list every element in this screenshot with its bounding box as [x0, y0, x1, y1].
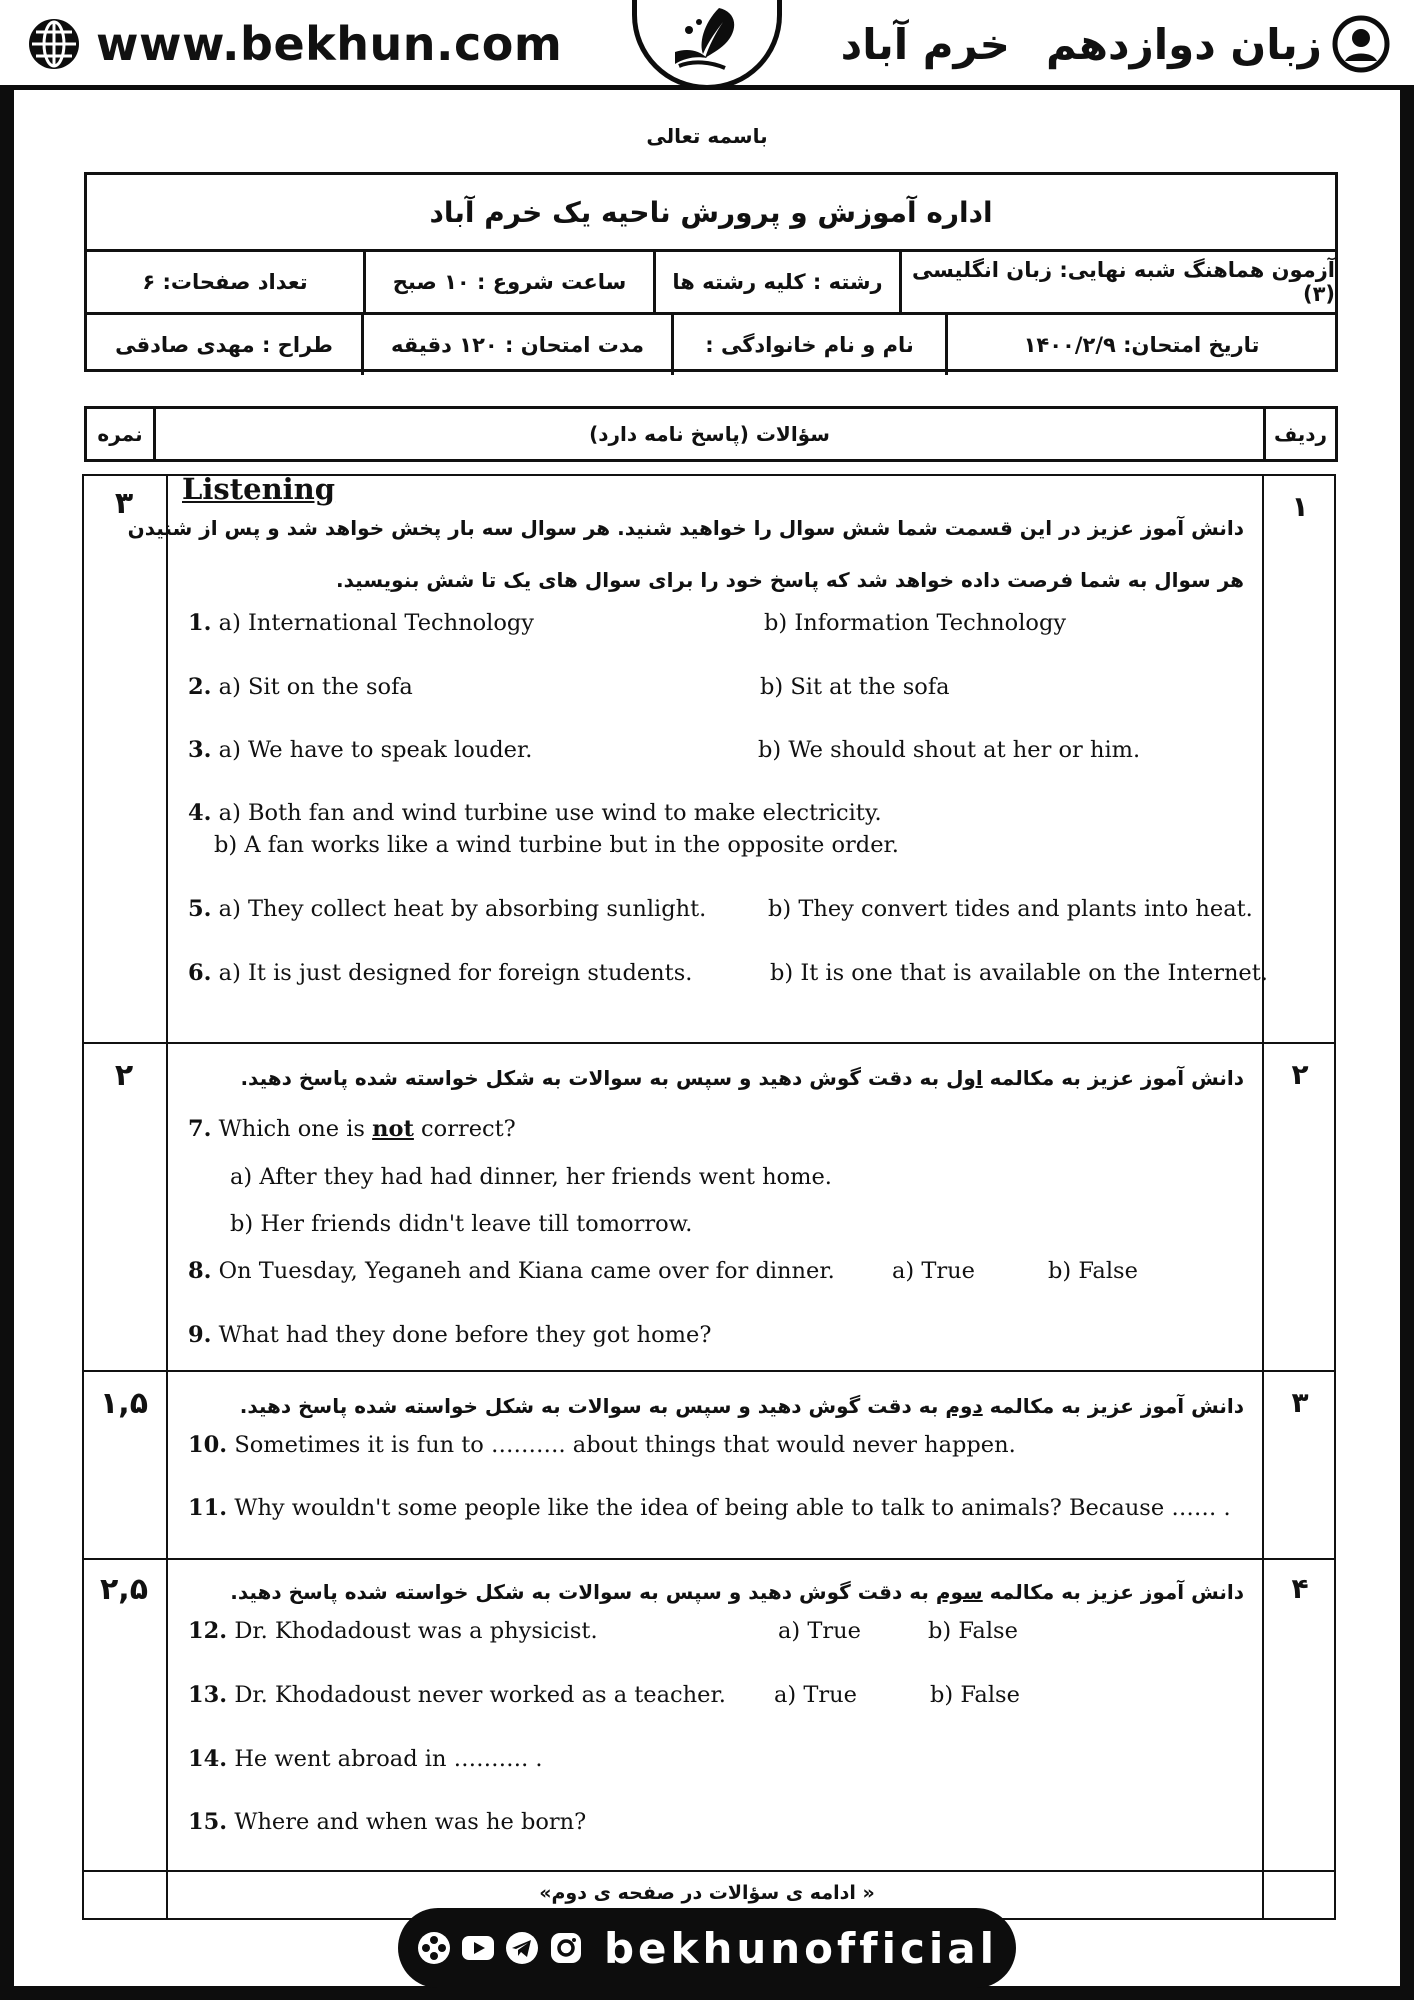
row-number: ۳: [1291, 1386, 1309, 1419]
row-divider: [84, 1370, 1334, 1372]
option-b: b) A fan works like a wind turbine but in the opposite order.: [214, 832, 899, 858]
row-number: ۱: [1291, 490, 1309, 523]
globe-icon: [26, 16, 82, 72]
row-header: ردیف: [1263, 409, 1335, 459]
option-true: a) True: [778, 1618, 861, 1644]
question-14: 14. He went abroad in ………. .: [188, 1746, 543, 1772]
score-header: نمره: [97, 422, 143, 446]
instruction-line: دانش آموز عزیز به مکالمه سوم به دقت گوش دهید و سپس به سوالات به شکل خواسته شده پاسخ دهید.: [230, 1580, 1244, 1604]
youtube-icon[interactable]: [460, 1930, 496, 1966]
row-divider: [84, 1042, 1334, 1044]
site-link[interactable]: [26, 16, 562, 72]
option-b: b) It is one that is available on the Internet.: [770, 960, 1268, 986]
telegram-icon[interactable]: [504, 1930, 540, 1966]
option-true: a) True: [892, 1258, 975, 1284]
designer: طراح : مهدی صادقی: [115, 333, 333, 357]
student-name-field: نام و نام خانوادگی :: [671, 315, 945, 375]
instruction-line: دانش آموز عزیز در این قسمت شما شش سوال را خواهید شنید. هر سوال سه بار پخش خواهد شد و پس از شنیدن: [127, 516, 1244, 540]
instagram-icon[interactable]: [548, 1930, 584, 1966]
row-score: ۱,۵: [99, 1386, 149, 1421]
social-handle[interactable]: bekhunofficial: [603, 1923, 998, 1973]
exam-date: تاریخ امتحان: ۱۴۰۰/۲/۹: [945, 315, 1335, 375]
page-count: تعداد صفحات: ۶: [142, 270, 308, 294]
question-11: 11. Why wouldn't some people like the idea of being able to talk to animals? Because …… .: [188, 1495, 1231, 1521]
question-13: 13. Dr. Khodadoust never worked as a teacher.: [188, 1682, 726, 1708]
instruction-line: دانش آموز عزیز به مکالمه اول به دقت گوش دهید و سپس به سوالات به شکل خواسته شده پاسخ دهید.: [240, 1066, 1244, 1090]
question-1: 1. a) International Technology: [188, 610, 534, 636]
info-row-1: [87, 252, 1335, 315]
office-title: اداره آموزش و پرورش ناحیه یک خرم آباد: [87, 175, 1335, 252]
question-7: 7. Which one is not correct?: [188, 1116, 516, 1142]
row-score: ۳: [114, 486, 134, 521]
question-8: 8. On Tuesday, Yeganeh and Kiana came over for dinner.: [188, 1258, 835, 1284]
question-12: 12. Dr. Khodadoust was a physicist.: [188, 1618, 598, 1644]
user-icon: [1332, 15, 1390, 73]
social-footer: [398, 1908, 1016, 1988]
exam-info-table: [84, 172, 1338, 372]
row-number: ۴: [1291, 1572, 1309, 1605]
bismillah: باسمه تعالی: [646, 124, 768, 148]
option-b: b) Her friends didn't leave till tomorrow.: [230, 1211, 693, 1237]
column-divider: [1262, 476, 1264, 1918]
option-b: b) Sit at the sofa: [760, 674, 950, 700]
city-title: خرم آباد: [840, 19, 1010, 69]
column-divider: [166, 476, 168, 1918]
questions-title: سؤالات (پاسخ نامه دارد): [153, 409, 1263, 459]
section-heading: Listening: [182, 472, 336, 506]
field: رشته : کلیه رشته ها: [653, 252, 899, 312]
questions-header: [84, 406, 1338, 462]
brand-logo: [632, 0, 782, 90]
questions-table: [82, 474, 1336, 1920]
row-number: ۲: [1291, 1058, 1309, 1091]
row-score: ۲,۵: [99, 1572, 149, 1607]
option-false: b) False: [1048, 1258, 1138, 1284]
instruction-line: دانش آموز عزیز به مکالمه دوم به دقت گوش دهید و سپس به سوالات به شکل خواسته شده پاسخ دهید.: [239, 1394, 1244, 1418]
question-5: 5. a) They collect heat by absorbing sunlight.: [188, 896, 707, 922]
quill-logo-icon: [659, 0, 755, 80]
exam-name: آزمون هماهنگ شبه نهایی: زبان انگلیسی (۳): [899, 252, 1335, 312]
option-false: b) False: [930, 1682, 1020, 1708]
option-b: b) They convert tides and plants into heat.: [768, 896, 1253, 922]
start-time: ساعت شروع : ۱۰ صبح: [363, 252, 653, 312]
question-3: 3. a) We have to speak louder.: [188, 737, 533, 763]
question-10: 10. Sometimes it is fun to ………. about things that would never happen.: [188, 1432, 1016, 1458]
question-15: 15. Where and when was he born?: [188, 1809, 587, 1835]
question-2: 2. a) Sit on the sofa: [188, 674, 413, 700]
grade-title: زبان دوازدهم: [1045, 19, 1322, 69]
header-title: [841, 14, 1390, 74]
question-6: 6. a) It is just designed for foreign students.: [188, 960, 693, 986]
continued-note: « ادامه ی سؤالات در صفحه ی دوم»: [539, 1882, 875, 1904]
option-true: a) True: [774, 1682, 857, 1708]
option-false: b) False: [928, 1618, 1018, 1644]
option-b: b) We should shout at her or him.: [758, 737, 1141, 763]
instruction-line: هر سوال به شما فرصت داده خواهد شد که پاسخ خود را برای سوال های یک تا شش بنویسید.: [336, 568, 1244, 592]
question-4: 4. a) Both fan and wind turbine use wind to make electricity.: [188, 800, 882, 826]
exam-duration: مدت امتحان : ۱۲۰ دقیقه: [361, 315, 671, 375]
top-bar: [0, 0, 1414, 90]
option-a: a) After they had had dinner, her friends went home.: [230, 1164, 832, 1190]
question-9: 9. What had they done before they got home?: [188, 1322, 712, 1348]
info-row-2: [87, 315, 1335, 375]
row-divider: [84, 1558, 1334, 1560]
site-url: www.bekhun.com: [96, 17, 563, 71]
option-b: b) Information Technology: [764, 610, 1067, 636]
row-divider: [84, 1870, 1334, 1872]
row-score: ۲: [114, 1058, 134, 1093]
film-icon[interactable]: [416, 1930, 452, 1966]
